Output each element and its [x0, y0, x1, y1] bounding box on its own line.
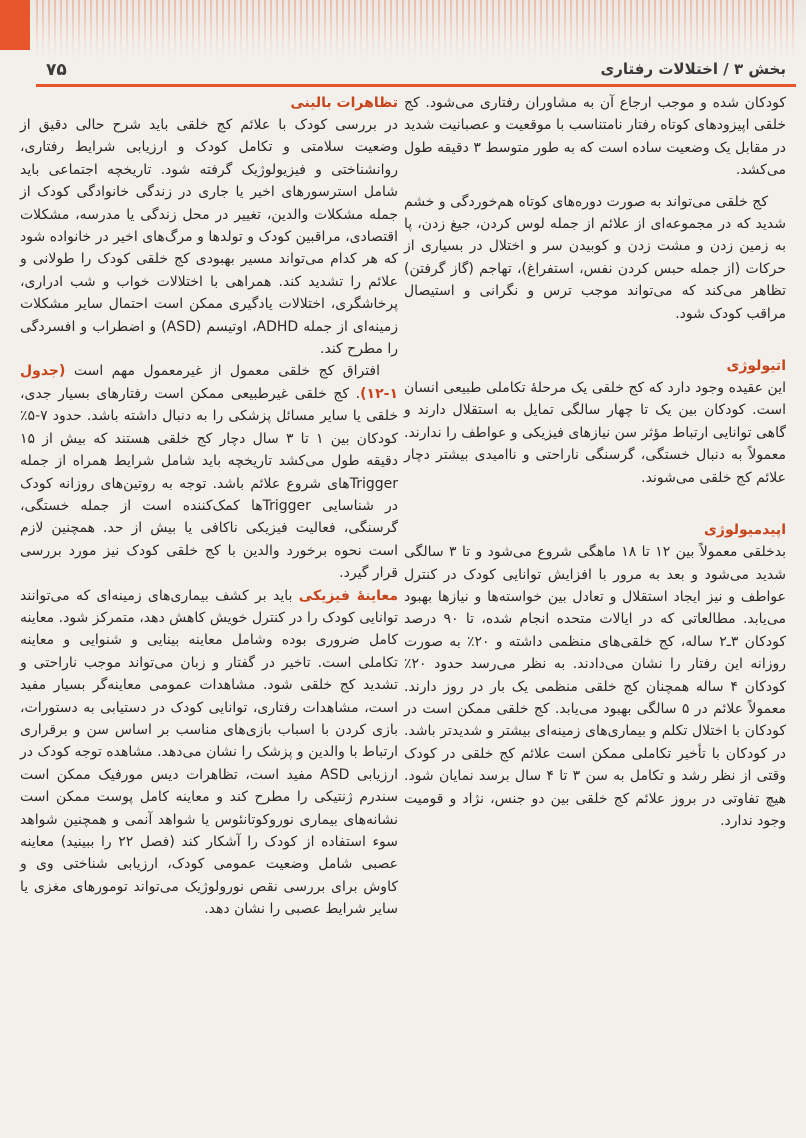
- physical-exam-text: باید بر کشف بیماری‌های زمینه‌ای که می‌توانند توانایی کودک را در کنترل خویش کاهش دهد، متمرکز شود. معاینه کامل ضروری بوده وشامل معاینه بینایی و شنوایی و معاینه تکاملی است. تاخیر در گفتار و زبان می‌تواند موجب ناراحتی و تشدید کج خلقی شود. مشاهدات عمومی معاینه‌گر بسیار مفید است، مشاهدات رفتاری، توانایی کودک در دستیابی به دستورات، بازی کردن با اسباب بازی‌های مناسب بر اساس سن و برقراری ارتباط با والدین و پزشک را نشان می‌دهد. مشاهده توجه کودک در ارزیابی ASD مفید است، تظاهرات دیس مورفیک ممکن است سندرم ژنتیکی را مطرح کند و معاینه کامل پوست ممکن است نشانه‌های بیماری نوروکوتانئوس یا شواهد آنمی و همچنین شواهد سوء استفاده از کودک را آشکار کند (فصل ۲۲ را ببینید) معاینه عصبی شامل وضعیت عمومی کودک، ارزیابی شناختی وی و کاوش برای بررسی نقص نورولوژیک می‌تواند تومورهای مغزی یا سایر شرایط عصبی را نشان دهد.: [20, 587, 398, 918]
- page-number: ۷۵: [46, 60, 67, 80]
- clinical-manifestations-heading: تظاهرات بالینی: [290, 95, 398, 111]
- differentiation-paragraph: [20, 360, 398, 584]
- clinical-paragraph: در بررسی کودک با علائم کج خلقی باید شرح حالی دقیق از وضعیت سلامتی و تکامل کودک و ارزیابی شرایط رفتاری، روانشناختی و فیزیولوژیک گرفته شود. تاریخچه اجتماعی باید شامل استرسورهای اخیر یا جاری در زندگی خانوادگی کودک از جمله مشکلات والدین، تغییر در محل زندگی یا مدرسه، مشکلات اقتصادی، مراقبین کودک و تولدها و مرگ‌های اخیر در خانواده شود که هر کدام می‌تواند مسیر بهبودی کج خلقی کودک را طولانی و علائم را تشدید کند. همراهی با اختلالات خواب و شب ادراری، پرخاشگری، اختلالات یادگیری ممکن است احتمال سایر مشکلات زمینه‌ای از جمله ADHD، اوتیسم (ASD) و اضطراب و افسردگی را مطرح کند.: [20, 117, 398, 358]
- physical-exam-paragraph: [20, 585, 398, 921]
- decorative-header-pattern: [36, 0, 796, 60]
- differentiation-text-end: . کج خلقی غیرطبیعی ممکن است رفتارهای بسیار جدی، خلقی یا سایر مسائل پزشکی را به دنبال داشته باشد. حدود ۷-۵٪ کودکان بین ۱ تا ۳ سال دچار کج خلقی هستند که بیش از ۱۵ دقیقه طول می‌کشد تاریخچه باید شامل شرایط همراه از جمله Triggerهای شروع علائم باشد. توجه به روتین‌های روزانه کودک در شناسایی Triggerها کمک‌کننده است از جمله خستگی، گرسنگی، فعالیت فیزیکی ناکافی یا بیش از حد. همچنین لازم است نحوه برخورد والدین با کج خلقی کودک نیز مورد بررسی قرار گیرد.: [20, 385, 399, 582]
- left-column: [20, 92, 398, 921]
- right-column: [404, 92, 786, 832]
- etiology-paragraph: این عقیده وجود دارد که کج خلقی یک مرحلهٔ تکاملی طبیعی انسان است. کودکان بین یک تا چهار سالگی تمایل به استقلال دارند و گاهی توانایی ارتباط مؤثر سن نیازهای فیزیکی و عواطف را ندارند. معمولاً به دنبال خستگی، گرسنگی ناراحتی و ناامیدی بیشتر دچار علائم کج خلقی می‌شوند.: [404, 380, 786, 486]
- epidemiology-heading: اپیدمیولوژی: [704, 522, 786, 539]
- differentiation-text-start: افتراق کج خلقی معمول از غیرمعمول مهم است: [65, 363, 380, 380]
- etiology-heading: اتیولوژی: [726, 358, 786, 375]
- header-rule: [36, 84, 796, 87]
- table-reference: (جدول ۱-۱۲): [20, 363, 398, 402]
- symptoms-paragraph: کج خلقی می‌تواند به صورت دوره‌های کوتاه هم‌خوردگی و خشم شدید که در مجموعه‌ای از علائم از جمله لوس کردن، جیغ زدن، پا به زمین زدن و مشت زدن و کوبیدن سر و اختلال در بسیاری از حرکات (از جمله حبس کردن نفس، استفراغ)، تهاجم (گاز گرفتن) تظاهر می‌کند که می‌تواند موجب ترس و نگرانی و استیصال مراقب کودک شود.: [404, 193, 786, 322]
- epidemiology-paragraph: بدخلقی معمولاً بین ۱۲ تا ۱۸ ماهگی شروع می‌شود و تا ۳ سالگی شدید می‌شود و بعد به مرور با افزایش توانایی کودک در کنترل عواطف و نیز ایجاد استقلال و تعادل بین خواسته‌ها و نیازها بهبود می‌یابد. مطالعاتی که در ایالات متحده انجام شده، تا ۹۰ درصد کودکان ۳ـ۲ ساله، کج خلقی‌های منظمی داشته و ۲۰٪ به صورت روزانه این رفتار را نشان می‌دادند. به نظر می‌رسد حدود ۲۰٪ کودکان ۴ ساله همچنان کج خلقی منظمی یک بار در روز دارند. معمولاً علائم در ۵ سالگی بهبود می‌یابد. کج خلقی ممکن است در کودکان با اختلال تکلم و بیماری‌های زمینه‌ای بیشتر و شدیدتر باشد. در کودکان با تأخیر تکاملی ممکن است علائم کج خلقی در کودک وقتی از نظر رشد و تکامل به سن ۳ تا ۴ سال برسد نمایان شود. هیچ تفاوتی در بروز علائم کج خلقی بین دو جنس، نژاد و قومیت وجود ندارد.: [404, 544, 787, 829]
- intro-paragraph: کودکان شده و موجب ارجاع آن به مشاوران رفتاری می‌شود. کج خلقی اپیزودهای کوتاه رفتار نامتناسب با موقعیت و عصبانیت شدید در مقابل یک وضعیت ساده است که به طور متوسط ۳ دقیقه طول می‌کشد.: [404, 95, 786, 179]
- chapter-color-tab: [0, 0, 30, 50]
- physical-exam-label: معاینهٔ فیزیکی: [298, 587, 398, 604]
- section-title: بخش ۳ / اختلالات رفتاری: [600, 60, 786, 78]
- running-header: [36, 60, 796, 82]
